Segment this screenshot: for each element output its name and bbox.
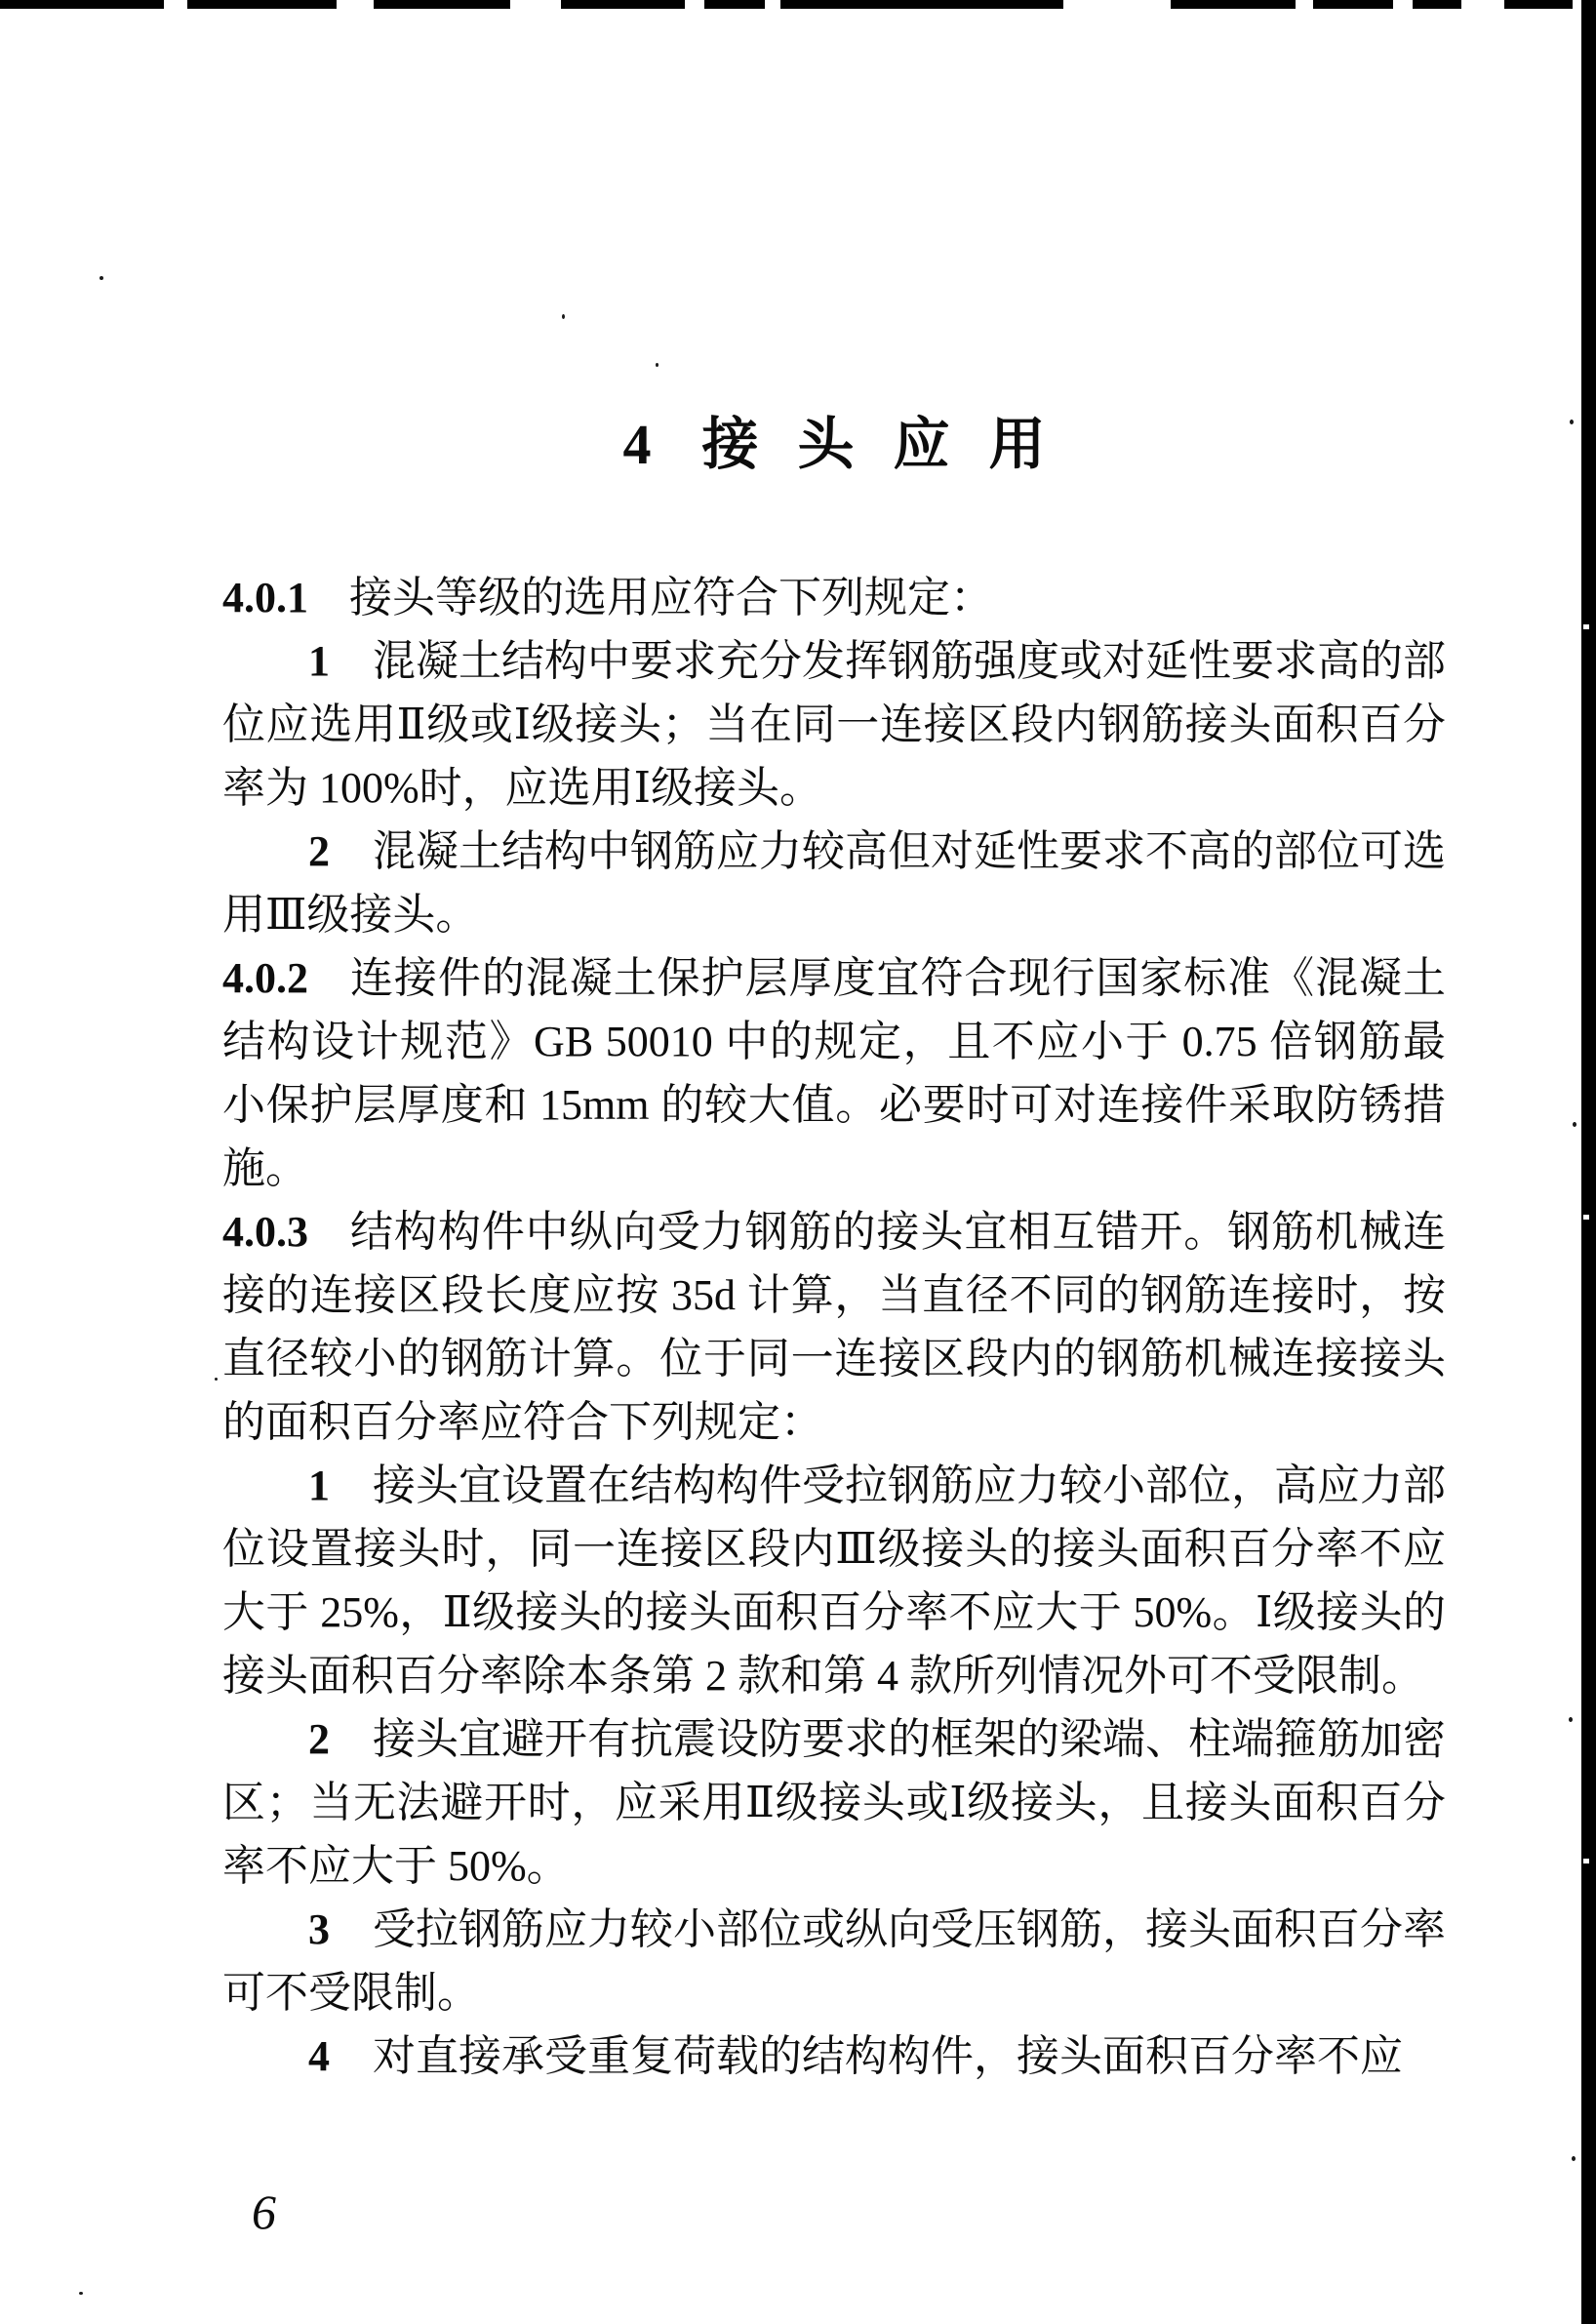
paragraph-text: 对直接承受重复荷载的结构构件，接头面积百分率不应 — [373, 2032, 1403, 2080]
scan-edge-right — [1581, 0, 1596, 2324]
paragraph-number: 4.0.1 — [222, 574, 308, 621]
paragraph-text: 混凝土结构中钢筋应力较高但对延性要求不高的部位可选用Ⅲ级接头。 — [222, 827, 1446, 939]
scan-speck — [562, 314, 565, 319]
scan-gap — [1393, 0, 1413, 9]
paragraph — [222, 629, 1446, 820]
paragraph-number: 4.0.2 — [222, 954, 308, 1002]
scan-gap — [1296, 0, 1313, 9]
paragraph-number: 4.0.3 — [222, 1208, 308, 1256]
paragraph-text: 结构构件中纵向受力钢筋的接头宜相互错开。钢筋机械连接的连接区段长度应按 35d 计算，当直径不同的钢筋连接时，按直径较小的钢筋计算。位于同一连接区段内的钢筋机械连接接头的面积百分率应符合下列规定： — [222, 1208, 1446, 1446]
paragraph-number: 4 — [308, 2032, 330, 2080]
scan-gap — [1461, 0, 1504, 9]
scan-speck — [1569, 1717, 1573, 1722]
paragraph — [222, 1707, 1446, 1898]
paragraph-number: 1 — [308, 1462, 330, 1509]
paragraph — [222, 2024, 1446, 2088]
scan-speck — [100, 276, 103, 280]
paragraph — [222, 946, 1446, 1200]
scan-gap — [510, 0, 561, 9]
scan-gap — [1063, 0, 1171, 9]
paragraph-text: 接头宜避开有抗震设防要求的框架的梁端、柱端箍筋加密区；当无法避开时，应采用Ⅱ级接头或Ⅰ级接头，且接头面积百分率不应大于 50%。 — [222, 1715, 1446, 1890]
chapter-number: 4 — [622, 413, 652, 476]
paragraph-text: 连接件的混凝土保护层厚度宜符合现行国家标准《混凝土结构设计规范》GB 50010 中的规定，且不应小于 0.75 倍钢筋最小保护层厚度和 15mm 的较大值。必要时可对连接件采取防锈措施。 — [222, 954, 1446, 1192]
paragraph-number: 1 — [308, 637, 330, 685]
paragraph-text: 受拉钢筋应力较小部位或纵向受压钢筋，接头面积百分率可不受限制。 — [222, 1905, 1446, 2017]
scan-pinhole — [1583, 1215, 1589, 1220]
scan-speck — [79, 2292, 83, 2295]
document-body — [222, 566, 1446, 2088]
paragraph — [222, 1454, 1446, 1707]
paragraph-text: 混凝土结构中要求充分发挥钢筋强度或对延性要求高的部位应选用Ⅱ级或Ⅰ级接头；当在同一连接区段内钢筋接头面积百分率为 100%时，应选用Ⅰ级接头。 — [222, 637, 1446, 812]
paragraph-number: 2 — [308, 1715, 330, 1763]
scan-edge-top — [0, 0, 1573, 9]
scan-pinhole — [1583, 1859, 1589, 1863]
chapter-title-text: 接头应用 — [701, 413, 1085, 476]
scan-gap — [685, 0, 704, 9]
paragraph — [222, 820, 1446, 946]
scan-speck — [1570, 420, 1574, 424]
scan-pinhole — [1583, 624, 1589, 629]
scan-speck — [1573, 1122, 1576, 1127]
scan-gap — [164, 0, 187, 9]
scan-speck — [215, 1378, 218, 1381]
paragraph-number: 2 — [308, 827, 330, 875]
scan-speck — [656, 363, 658, 367]
chapter-title — [222, 398, 1446, 480]
paragraph-number: 3 — [308, 1905, 330, 1953]
paragraph — [222, 1200, 1446, 1454]
paragraph-text: 接头等级的选用应符合下列规定： — [349, 574, 993, 621]
paragraph — [222, 566, 1446, 629]
scan-gap — [765, 0, 780, 9]
scan-gap — [337, 0, 374, 9]
scan-speck — [1572, 2156, 1576, 2161]
paragraph-text: 接头宜设置在结构构件受拉钢筋应力较小部位，高应力部位设置接头时，同一连接区段内Ⅲ级接头的接头面积百分率不应大于 25%，Ⅱ级接头的接头面积百分率不应大于 50%。Ⅰ级接头的接头面积百分率除本条第 2 款和第 4 款所列情况外可不受限制。 — [222, 1462, 1446, 1700]
paragraph — [222, 1898, 1446, 2024]
page-number: 6 — [252, 2184, 276, 2239]
